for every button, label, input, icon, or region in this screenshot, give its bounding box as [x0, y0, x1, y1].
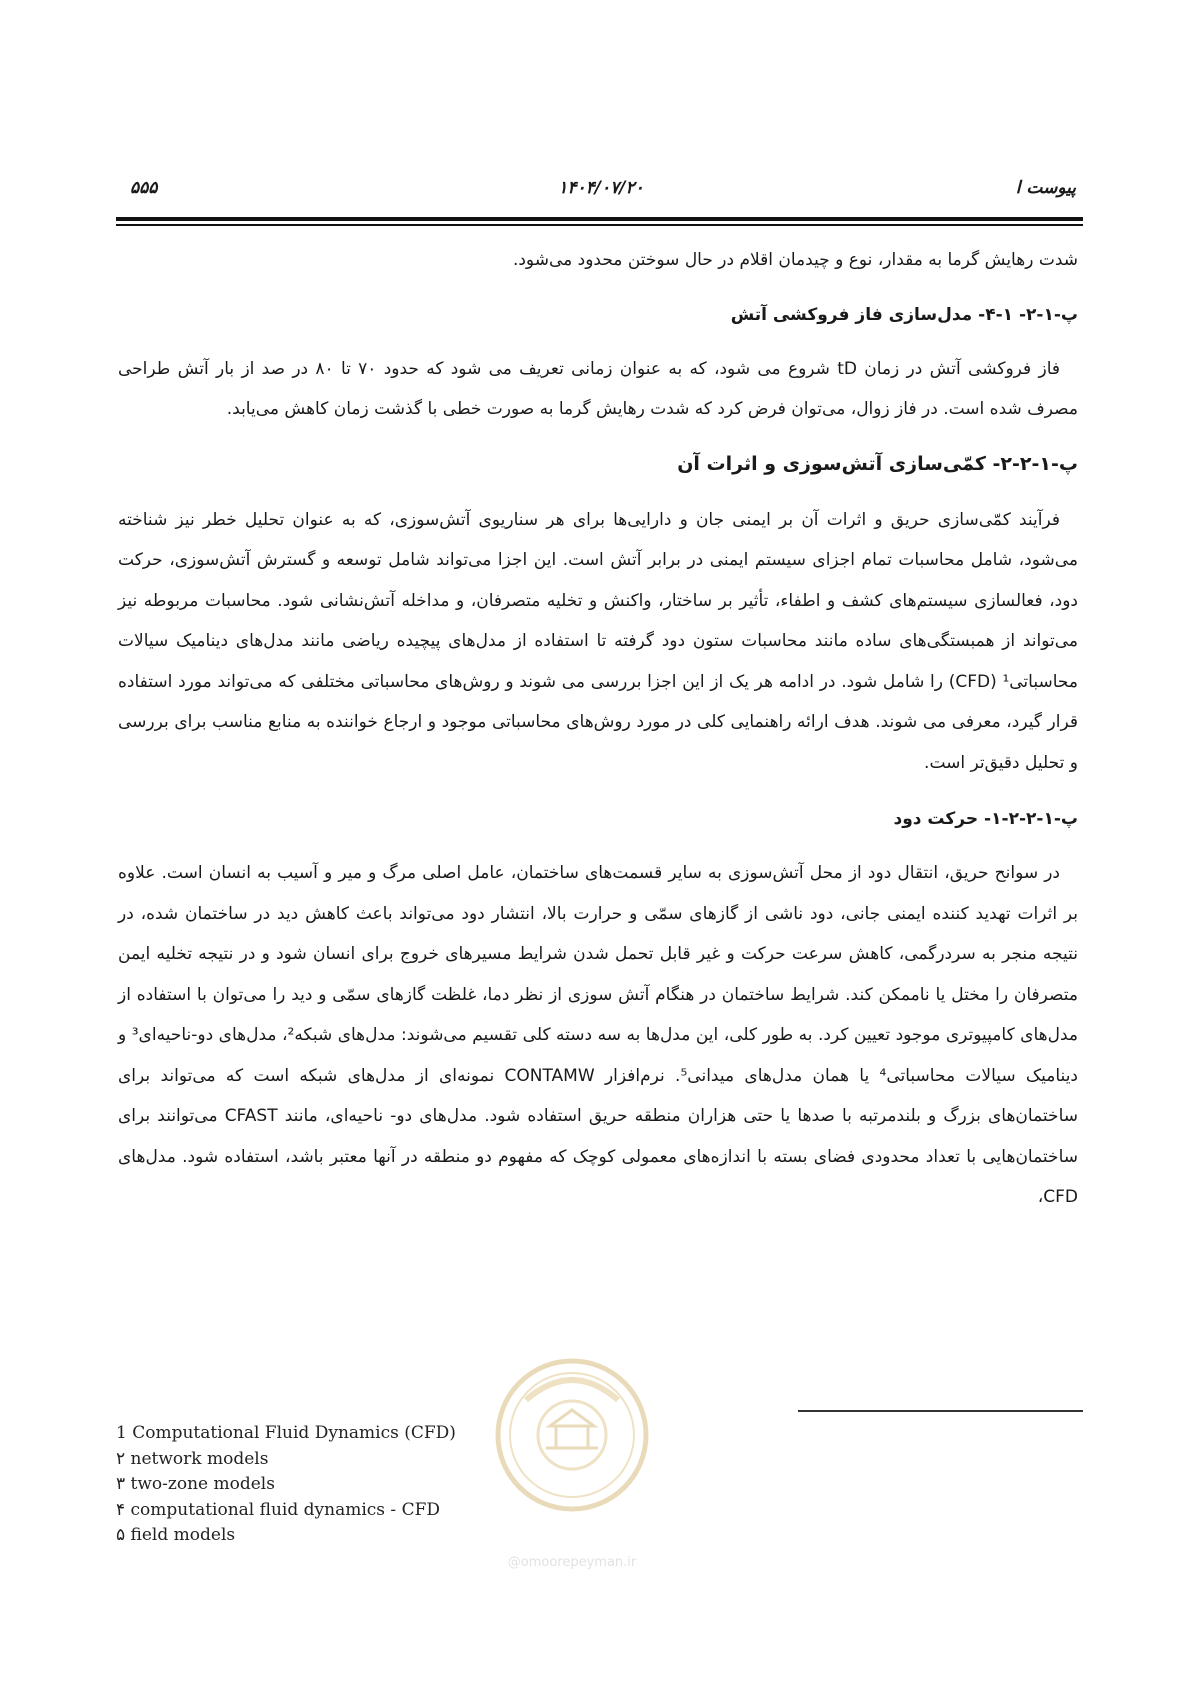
heading-decay-phase: پ-۱-۲- ۱-۴- مدل‌سازی فاز فروکشی آتش — [730, 304, 1078, 325]
footnotes — [116, 1421, 536, 1549]
heading-smoke-movement: پ-۱-۲-۲-۱- حرکت دود — [893, 809, 1078, 829]
header-section-title: پیوست ا — [1015, 178, 1076, 198]
header-date: ۱۴۰۴/۰۷/۲۰ — [558, 178, 644, 198]
paragraph-fire-quantification: فرآیند کمّی‌سازی حریق و اثرات آن بر ایمنی جان و دارایی‌ها برای هر سناریوی آتش‌سوزی، که به عنوان تحلیل خطر نیز شناخته می‌شود، شامل محاسبات تمام اجزای سیستم ایمنی در برابر آتش است. این اجزا می‌تواند شامل توسعه و گسترش آتش‌سوزی، حرکت دود، فعالسازی سیستم‌های کشف و اطفاء، تأثیر بر ساختار، واکنش و تخلیه متصرفان، و مداخله آتش‌نشانی شود. محاسبات مربوطه نیز می‌تواند از همبستگی‌های ساده مانند محاسبات ستون دود گرفته تا استفاده از مدل‌های پیچیده ریاضی مانند مدل‌های دینامیک سیالات محاسباتی¹ (CFD) را شامل شود. در ادامه هر یک از این اجزا بررسی می شوند و روش‌های محاسباتی مختلفی که می‌تواند مورد استفاده قرار گیرد، معرفی می شوند. هدف ارائه راهنمایی کلی در مورد روش‌های محاسباتی موجود و ارجاع خواننده به منابع مناسب برای بررسی و تحلیل دقیق‌تر است. — [118, 509, 1078, 773]
footnote-2: ۲ network models — [116, 1448, 269, 1469]
main-content — [118, 240, 1078, 1218]
page-header — [126, 178, 1076, 208]
footnote-separator — [798, 1410, 1083, 1412]
paragraph-intro: شدت رهایش گرما به مقدار، نوع و چیدمان اقلام در حال سوختن محدود می‌شود. — [512, 250, 1078, 270]
footnote-1: 1 Computational Fluid Dynamics (CFD) — [116, 1423, 456, 1443]
page-number: ۵۵۵ — [130, 178, 158, 198]
footnote-4: ۴ computational fluid dynamics - CFD — [116, 1499, 441, 1520]
footnote-5: ۵ field models — [116, 1525, 236, 1545]
footnote-3: ۳ two-zone models — [116, 1474, 275, 1494]
paragraph-smoke-movement: در سوانح حریق، انتقال دود از محل آتش‌سوزی به سایر قسمت‌های ساختمان، عامل اصلی مرگ و میر و آسیب به انسان است. علاوه بر اثرات تهدید کننده ایمنی جانی، دود ناشی از گازهای سمّی و حرارت بالا، انتشار دود می‌تواند باعث کاهش دید در ساختمان شده، در نتیجه منجر به سردرگمی، کاهش سرعت حرکت و غیر قابل تحمل شدن شرایط مسیرهای خروج برای انسان شود و در نتیجه تخلیه ایمن متصرفان را مختل یا ناممکن کند. شرایط ساختمان در هنگام آتش سوزی از نظر دما، غلظت گازهای سمّی و دید را می‌توان با استفاده از مدل‌های کامپیوتری موجود تعیین کرد. به طور کلی، این مدل‌ها به سه دسته کلی تقسیم می‌شوند: مدل‌های شبکه²، مدل‌های دو-ناحیه‌ای³ و دینامیک سیالات محاسباتی⁴ یا همان مدل‌های میدانی⁵. نرم‌افزار CONTAMW نمونه‌ای از مدل‌های شبکه است که می‌تواند برای ساختمان‌های بزرگ و بلندمرتبه با صدها یا حتی هزاران منطقه حریق استفاده شود. مدل‌های دو- ناحیه‌ای، مانند CFAST می‌توانند برای ساختمان‌هایی با تعداد محدودی فضای بسته با اندازه‌های معمولی کوچک که مفهوم دو منطقه در آنها معتبر باشد، استفاده شود. مدل‌های CFD، — [118, 863, 1078, 1207]
heading-fire-quantification: پ-۱-۲-۲- کمّی‌سازی آتش‌سوزی و اثرات آن — [677, 452, 1078, 475]
paragraph-decay-phase: فاز فروکشی آتش در زمان tD شروع می شود، که به عنوان زمانی تعریف می شود که حدود ۷۰ تا ۸۰ در صد از بار آتش طراحی مصرف شده است. در فاز زوال، می‌توان فرض کرد که شدت رهایش گرما به صورت خطی با گذشت زمان کاهش می‌یابد. — [118, 358, 1078, 419]
header-rule-thin — [116, 224, 1083, 226]
header-rule-thick — [116, 217, 1083, 221]
watermark-url: @omoorepeyman.ir — [507, 1555, 637, 1570]
